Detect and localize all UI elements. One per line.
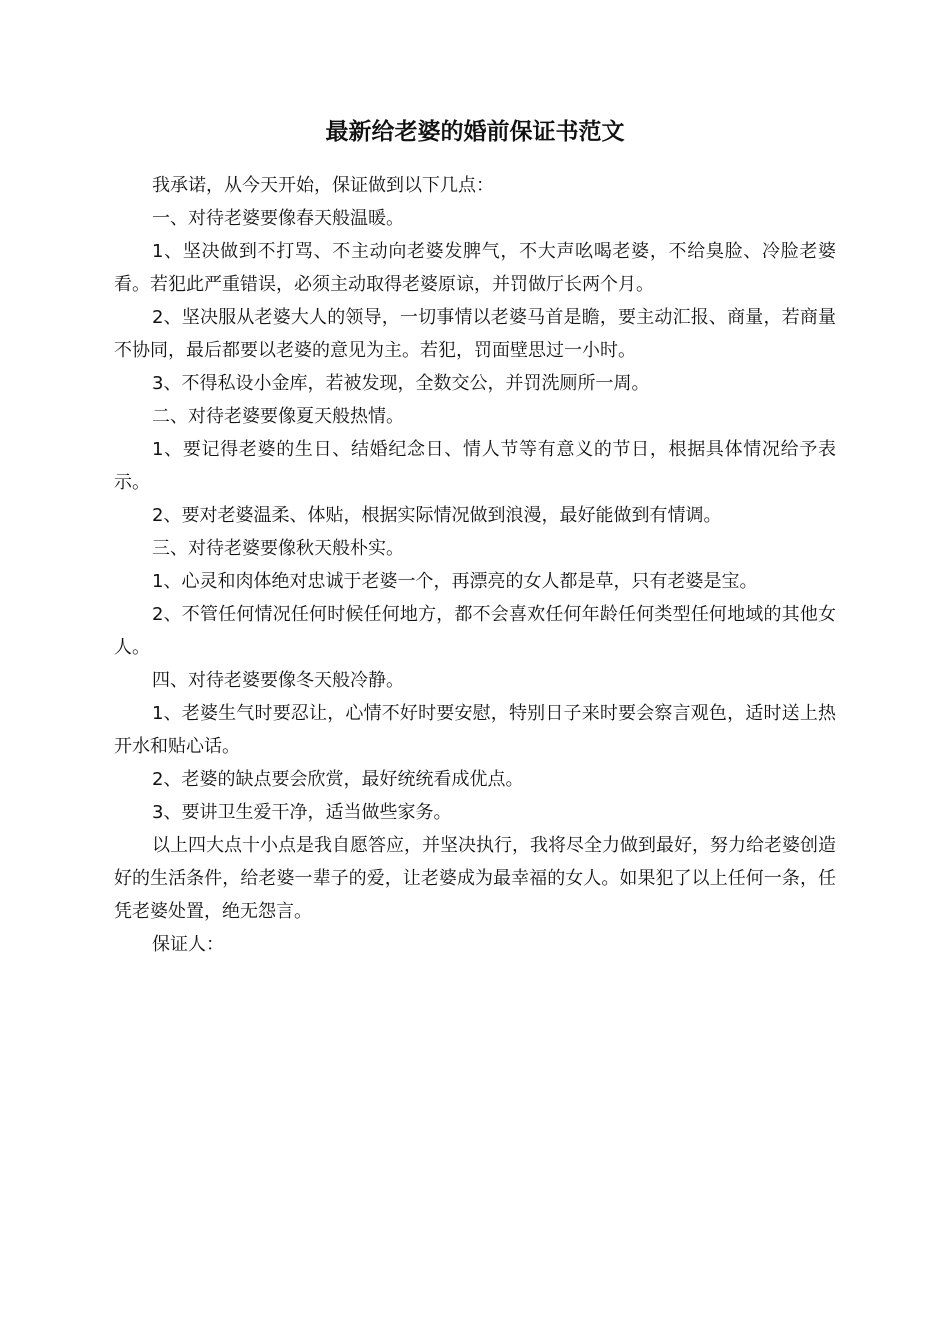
list-item: 1、要记得老婆的生日、结婚纪念日、情人节等有意义的节日，根据具体情况给予表示。 [114, 439, 836, 493]
section-heading-winter: 四、对待老婆要像冬天般冷静。 [152, 670, 404, 691]
document-body [114, 169, 836, 961]
closing-paragraph: 以上四大点十小点是我自愿答应，并坚决执行，我将尽全力做到最好，努力给老婆创造好的生活条件，给老婆一辈子的爱，让老婆成为最幸福的女人。如果犯了以上任何一条，任凭老婆处置，绝无怨言。 [114, 835, 836, 922]
intro-paragraph: 我承诺，从今天开始，保证做到以下几点： [152, 175, 494, 196]
list-item: 3、不得私设小金库，若被发现，全数交公，并罚洗厕所一周。 [152, 373, 650, 394]
list-item: 1、坚决做到不打骂、不主动向老婆发脾气，不大声吆喝老婆，不给臭脸、冷脸老婆看。若犯此严重错误，必须主动取得老婆原谅，并罚做厅长两个月。 [114, 241, 836, 295]
section-heading-spring: 一、对待老婆要像春天般温暖。 [152, 208, 404, 229]
list-item: 3、要讲卫生爱干净，适当做些家务。 [152, 802, 452, 823]
list-item: 2、坚决服从老婆大人的领导，一切事情以老婆马首是瞻，要主动汇报、商量，若商量不协同，最后都要以老婆的意见为主。若犯，罚面壁思过一小时。 [114, 307, 836, 361]
list-item: 2、老婆的缺点要会欣赏，最好统统看成优点。 [152, 769, 524, 790]
section-heading-summer: 二、对待老婆要像夏天般热情。 [152, 406, 404, 427]
list-item: 2、不管任何情况任何时候任何地方，都不会喜欢任何年龄任何类型任何地域的其他女人。 [114, 604, 836, 658]
section-heading-autumn: 三、对待老婆要像秋天般朴实。 [152, 538, 404, 559]
document-title: 最新给老婆的婚前保证书范文 [325, 119, 625, 145]
list-item: 1、心灵和肉体绝对忠诚于老婆一个，再漂亮的女人都是草，只有老婆是宝。 [152, 571, 758, 592]
signature-line: 保证人： [152, 934, 224, 955]
list-item: 1、老婆生气时要忍让，心情不好时要安慰，特别日子来时要会察言观色，适时送上热开水和贴心话。 [114, 703, 836, 757]
list-item: 2、要对老婆温柔、体贴，根据实际情况做到浪漫，最好能做到有情调。 [152, 505, 722, 526]
